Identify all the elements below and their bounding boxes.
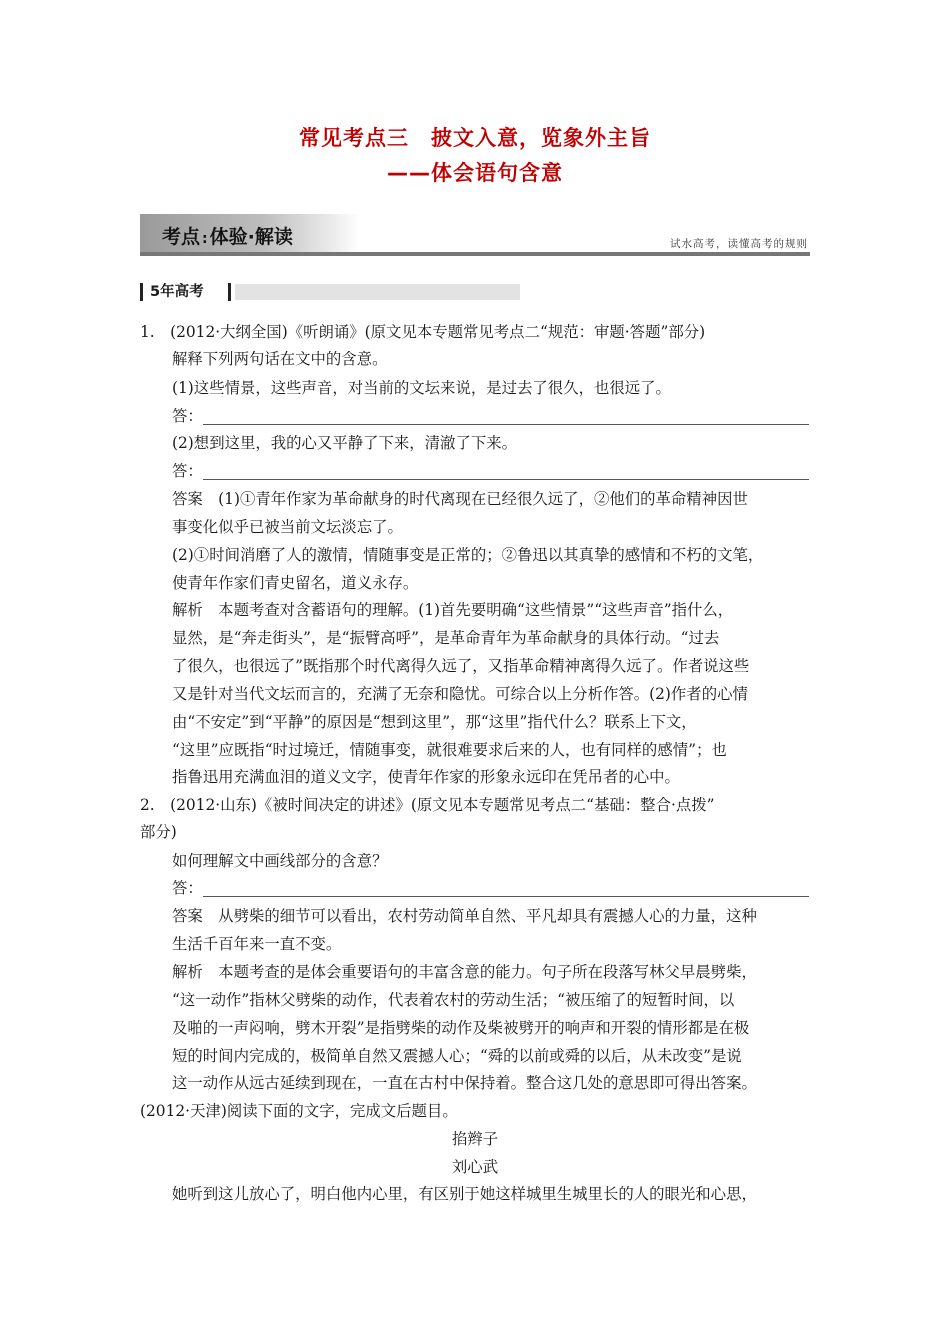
- banner-rule: [140, 252, 810, 256]
- q1-analysis-line: 解析 本题考查对含蓄语句的理解。(1)首先要明确“这些情景”“这些声音”指什么，: [172, 601, 734, 619]
- section-label: 5年高考: [150, 284, 204, 300]
- banner-label-sep: :: [202, 231, 208, 247]
- q1-analysis-line: “这里”应既指“时过境迁，情随事变，就很难要求后来的人，也有同样的感情”；也: [172, 741, 727, 759]
- q2-answer-line: 答案 从劈柴的细节可以看出，农村劳动简单自然、平凡却具有震撼人心的力量，这种: [172, 907, 757, 925]
- q2-analysis-line: “这一动作”指林父劈柴的动作，代表着农村的劳动生活；“被压缩了的短暂时间，以: [172, 991, 735, 1009]
- q1-analysis-line: 显然，是“奔走街头”，是“振臂高呼”，是革命青年为革命献身的具体行动。“过去: [172, 629, 720, 647]
- page-subtitle: ——体会语句含意: [387, 161, 563, 185]
- q1-answer-label-1: 答：: [172, 407, 203, 425]
- q1-analysis-line: 指鲁迅用充满血泪的道义文字，使青年作家的形象永远印在凭吊者的心中。: [172, 768, 680, 786]
- q1-analysis-line: 又是针对当代文坛而言的，充满了无奈和隐忧。可综合以上分析作答。(2)作者的心情: [172, 685, 748, 703]
- q2-analysis-line: 短的时间内完成的，极简单自然又震撼人心；“舜的以前或舜的以后，从未改变”是说: [172, 1047, 742, 1065]
- q2-head-cont: 部分): [140, 823, 177, 841]
- banner-label: [162, 222, 293, 249]
- story-first-line: 她听到这儿放心了，明白他内心里，有区别于她这样城里生城里长的人的眼光和心思，: [172, 1185, 757, 1203]
- q1-answer-blank-2: [203, 479, 809, 480]
- section-header: [140, 283, 520, 301]
- section-bar-right: [228, 283, 231, 301]
- section-fill: [235, 284, 520, 300]
- q2-answer-label: 答：: [172, 879, 203, 897]
- story-title: 掐辫子: [451, 1130, 499, 1148]
- q1-answer-line: 答案 (1)①青年作家为革命献身的时代离现在已经很久远了，②他们的革命精神因世: [172, 490, 748, 508]
- q1-analysis-line: 由“不安定”到“平静”的原因是“想到这里”，那“这里”指代什么？联系上下文，: [172, 713, 697, 731]
- page-title: [0, 122, 950, 152]
- q2-analysis-line: 这一动作从远古延续到现在，一直在古村中保持着。整合这几处的意思即可得出答案。: [172, 1074, 757, 1092]
- q1-sentence-2: (2)想到这里，我的心又平静了下来，清澈了下来。: [172, 434, 518, 452]
- q3-head: (2012·天津)阅读下面的文字，完成文后题目。: [140, 1102, 458, 1120]
- title-part-b: 披文入意，览象外主旨: [431, 126, 651, 150]
- q1-analysis-line: 了很久，也很远了”既指那个时代离得久远了，又指革命精神离得久远了。作者说这些: [172, 657, 750, 675]
- q2-answer-blank: [203, 896, 809, 897]
- q2-head: 2. (2012·山东)《被时间决定的讲述》(原文见本专题常见考点二“基础：整合·点拨”: [140, 796, 715, 814]
- q1-answer-label-2: 答：: [172, 462, 203, 480]
- q1-answer-line: 使青年作家们青史留名，道义永存。: [172, 574, 419, 592]
- banner-label-a: 考点: [162, 226, 201, 248]
- story-author: 刘心武: [451, 1158, 499, 1176]
- banner-slogan: 试水高考，读懂高考的规则: [670, 238, 808, 250]
- q2-analysis-line: 解析 本题考查的是体会重要语句的丰富含意的能力。句子所在段落写林父早晨劈柴，: [172, 963, 757, 981]
- title-part-a: 常见考点三: [299, 126, 409, 150]
- q2-prompt: 如何理解文中画线部分的含意？: [172, 852, 388, 870]
- q1-answer-line: (2)①时间消磨了人的激情，情随事变是正常的；②鲁迅以其真挚的感情和不朽的文笔，: [172, 546, 764, 564]
- q2-answer-line: 生活千百年来一直不变。: [172, 935, 342, 953]
- section-bar-left: [140, 283, 143, 301]
- q1-sentence-1: (1)这些情景，这些声音，对当前的文坛来说，是过去了很久，也很远了。: [172, 379, 671, 397]
- banner-label-b: 体验·解读: [209, 226, 293, 248]
- q1-answer-line: 事变化似乎已被当前文坛淡忘了。: [172, 518, 403, 536]
- q2-analysis-line: 及啪的一声闷响，劈木开裂”是指劈柴的动作及柴被劈开的响声和开裂的情形都是在极: [172, 1019, 750, 1037]
- section-banner: [140, 214, 810, 256]
- q1-prompt: 解释下列两句话在文中的含意。: [172, 350, 388, 368]
- q1-head: 1. (2012·大纲全国)《听朗诵》(原文见本专题常见考点二“规范：审题·答题”部分): [140, 323, 706, 341]
- q1-answer-blank-1: [203, 424, 809, 425]
